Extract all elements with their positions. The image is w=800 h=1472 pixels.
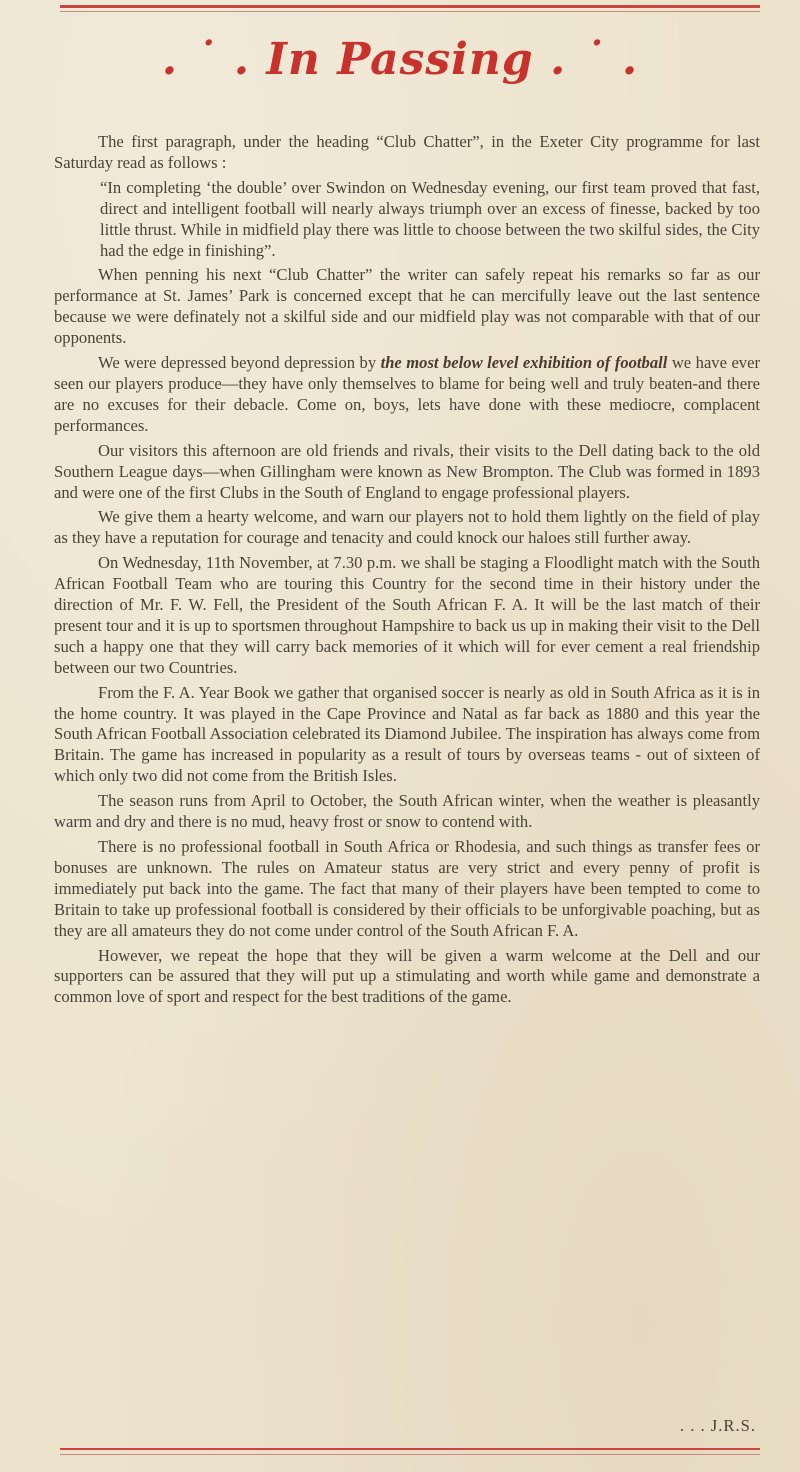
article-title: . ˙ . In Passing . ˙ .	[161, 34, 639, 85]
top-rule	[60, 5, 760, 8]
article-body	[54, 132, 760, 1012]
paragraph-season: The season runs from April to October, the South African winter, when the weather is pleasantly warm and dry and there is no mud, heavy frost or snow to contend with.	[54, 791, 760, 832]
paragraph-closing: However, we repeat the hope that they will be given a warm welcome at the Dell and our supporters can be assured that they will put up a stimulating and worth while game and demonstrate a common love of sport and respect for the best traditions of the game.	[54, 945, 760, 1007]
paragraph-amateur: There is no professional football in South Africa or Rhodesia, and such things as transfer fees or bonuses are unknown. The rules on Amateur status are very strict and every penny of profit is immediately put back into the game. The fact that many of their players have been tempted to come to Britain to take up professional football is considered by their officials to be unforgivable poaching, but as they are all amateurs they do not come under control of the South African F. A.	[54, 837, 760, 940]
paragraph-depressed-lead: We were depressed beyond depression by	[98, 353, 381, 373]
paragraph-intro: The first paragraph, under the heading “Club Chatter”, in the Exeter City programme for last Saturday read as follows :	[54, 132, 760, 172]
top-rule-thin	[60, 11, 760, 12]
signature: . . . J.R.S.	[679, 1416, 756, 1435]
paragraph-quote: “In completing ‘the double’ over Swindon on Wednesday evening, our first team proved that fast, direct and intelligent football will nearly always triumph over an excess of finesse, backed by too little thrust. While in midfield play there was little to choose between the two skilful sides, the City had the edge in finishing”.	[100, 177, 760, 260]
bottom-rule-thin	[60, 1454, 760, 1455]
paragraph-depressed	[54, 353, 760, 437]
paragraph-club-chatter: When penning his next “Club Chatter” the writer can safely repeat his remarks so far as our performance at St. James’ Park is concerned except that he can mercifully leave out the last sentence because we were definately not a skilful side and our midfield play was not comparable with that of our opponents.	[54, 265, 760, 348]
paragraph-visitors: Our visitors this afternoon are old friends and rivals, their visits to the Dell dating back to the old Southern League days—when Gillingham were known as New Brompton. The Club was formed in 1893 and were one of the first Clubs in the South of England to engage professional players.	[54, 440, 760, 502]
paragraph-floodlight-match: On Wednesday, 11th November, at 7.30 p.m. we shall be staging a Floodlight match with the South African Football Team who are touring this Country for the second time in their history under the direction of Mr. F. W. Fell, the President of the South African F. A. It will be the last match of their present tour and it is up to sportsmen throughout Hampshire to back us up in making their visit to the Dell such a happy one that they will carry back memories of it which will for ever cement a real friendship between our two Countries.	[54, 553, 760, 677]
paragraph-welcome: We give them a hearty welcome, and warn our players not to hold them lightly on the field of play as they have a reputation for courage and tenacity and could knock our haloes still further away.	[54, 507, 760, 548]
paragraph-depressed-emphasis: the most below level exhibition of football	[380, 353, 668, 373]
paragraph-year-book: From the F. A. Year Book we gather that organised soccer is nearly as old in South Africa as it is in the home country. It was played in the Cape Province and Natal as far back as 1880 and this year the South African Football Association celebrated its Diamond Jubilee. The inspiration has always come from Britain. The game has increased in popularity as a result of tours by overseas teams - out of sixteen of which only two did not come from the British Isles.	[54, 682, 760, 786]
bottom-rule	[60, 1448, 760, 1450]
paragraph-depressed-rest: we have ever seen our players produce—they have only themselves to blame for being well and truly beaten-and there are no excuses for their debacle. Come on, boys, lets have done with these mediocre, complacent performances.	[54, 353, 760, 435]
